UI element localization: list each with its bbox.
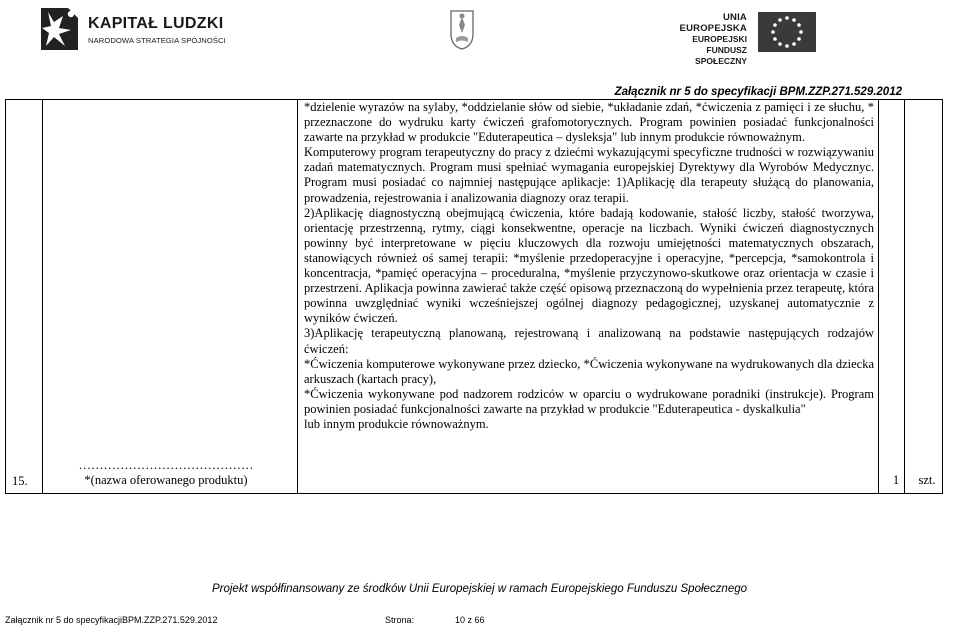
table-divider	[297, 100, 298, 493]
description-paragraph: lub innym produkcie równoważnym.	[304, 416, 489, 431]
page-label: Strona:	[385, 615, 415, 625]
eu-logo-line1: UNIA EUROPEJSKA	[679, 12, 747, 34]
footer-annex-label: Załącznik nr 5 do specyfikacjiBPM.ZZP.271.529.2012	[5, 615, 218, 625]
project-footer: Projekt współfinansowany ze środków Unii Europejskiej w ramach Europejskiego Funduszu Społecznego	[211, 583, 748, 595]
description-paragraph: *dzielenie wyrazów na sylaby, *oddzielanie słów od siebie, *układanie zdań, *ćwiczenia z pamięci i ze słuchu, * przeznaczone do wydruku karty ćwiczeń grafomotorycznych. Program powinien posiadać funkcjonalności zawarte na przykład w produkcie "Eduterapeutica – dysleksja" lub innym produkcie równoważnym.	[304, 100, 874, 145]
page-number: 10 z 66	[455, 615, 485, 625]
product-name-cell	[66, 458, 266, 488]
eu-logo-line3: FUNDUSZ SPOŁECZNY	[695, 45, 747, 66]
annex-header-label: Załącznik nr 5 do specyfikacji BPM.ZZP.271.529.2012	[614, 86, 902, 98]
kapital-ludzki-logo-icon	[38, 6, 80, 52]
description-paragraph: 3)Aplikację terapeutyczną planowaną, rejestrowaną i analizowaną na podstawie następujących rodzajów ćwiczeń:	[304, 326, 874, 356]
kapital-ludzki-logo	[38, 6, 238, 52]
table-divider	[42, 100, 43, 493]
description-paragraph: *Ćwiczenia komputerowe wykonywane przez dziecko, *Ćwiczenia wykonywane na wydrukowanych dla dziecka arkuszach (kartach pracy),	[304, 356, 874, 386]
table-divider	[904, 100, 905, 493]
description-paragraph: Komputerowy program terapeutyczny do pracy z dziećmi wykazującymi specyficzne trudności w rozwiązywaniu zadań matematycznych. Program musi spełniać wymagania europejskiej Dyrektywy dla Wyrobów Medycznyc. Program musi posiadać co najmniej następujące aplikacje: 1)Aplikację dla terapeuty służącą do planowania, prowadzenia, rejestrowania i analizowania diagnozy oraz terapii.	[304, 145, 874, 205]
description-paragraph: *Ćwiczenia wykonywane pod nadzorem rodziców w oparciu o wydrukowane poradniki (instrukcje). Program powinien posiadać funkcjonalności zawarte na przykład w produkcie "Eduterapeutica - dyskalkulia"	[304, 386, 874, 416]
eu-flag-icon	[758, 12, 816, 52]
description-cell	[304, 100, 874, 432]
kapital-ludzki-subtitle: NARODOWA STRATEGIA SPÓJNOŚCI	[88, 36, 226, 45]
kapital-ludzki-title: KAPITAŁ LUDZKI	[88, 15, 224, 32]
description-paragraph: 2)Aplikację diagnostyczną obejmującą ćwiczenia, które badają kodowanie, stałość liczby, stałość tworzywa, orientację przestrzenną, rytmy, ciągi konsekwentne, operacje na liczbach. Wyniki ćwiczeń diagnostycznych powinny być interpretowane w pięciu kluczowych dla rozwoju umiejętności matematycznych obszarach, stanowiących również oś samej terapii: *myślenie przedoperacyjne i operacyjne, *percepcja, *samokontrola i koncentracja, *pamięć operacyjna – proceduralna, *myślenie przyczynowo-skutkowe oraz orientacja w czasie i przestrzeni. Aplikacja powinna zawierać także część opisową przeznaczoną do wypełnienia przez terapeutę, która powinna uwzględniać wyniki wcześniejszej ogólnej diagnozy pedagogicznej, uzyskanej automatycznie z wyników ćwiczeń.	[304, 205, 874, 326]
table-divider	[878, 100, 879, 493]
product-name-placeholder: ……………………………………	[78, 458, 254, 472]
quantity-cell: 1	[892, 473, 900, 487]
eu-logo-line2: EUROPEJSKI	[692, 34, 747, 44]
specification-table	[5, 99, 943, 494]
eu-logo	[655, 12, 825, 66]
unit-cell: szt.	[918, 473, 936, 487]
coat-of-arms-icon	[449, 8, 475, 50]
product-name-hint: *(nazwa oferowanego produktu)	[84, 473, 248, 487]
row-number: 15.	[12, 474, 28, 488]
